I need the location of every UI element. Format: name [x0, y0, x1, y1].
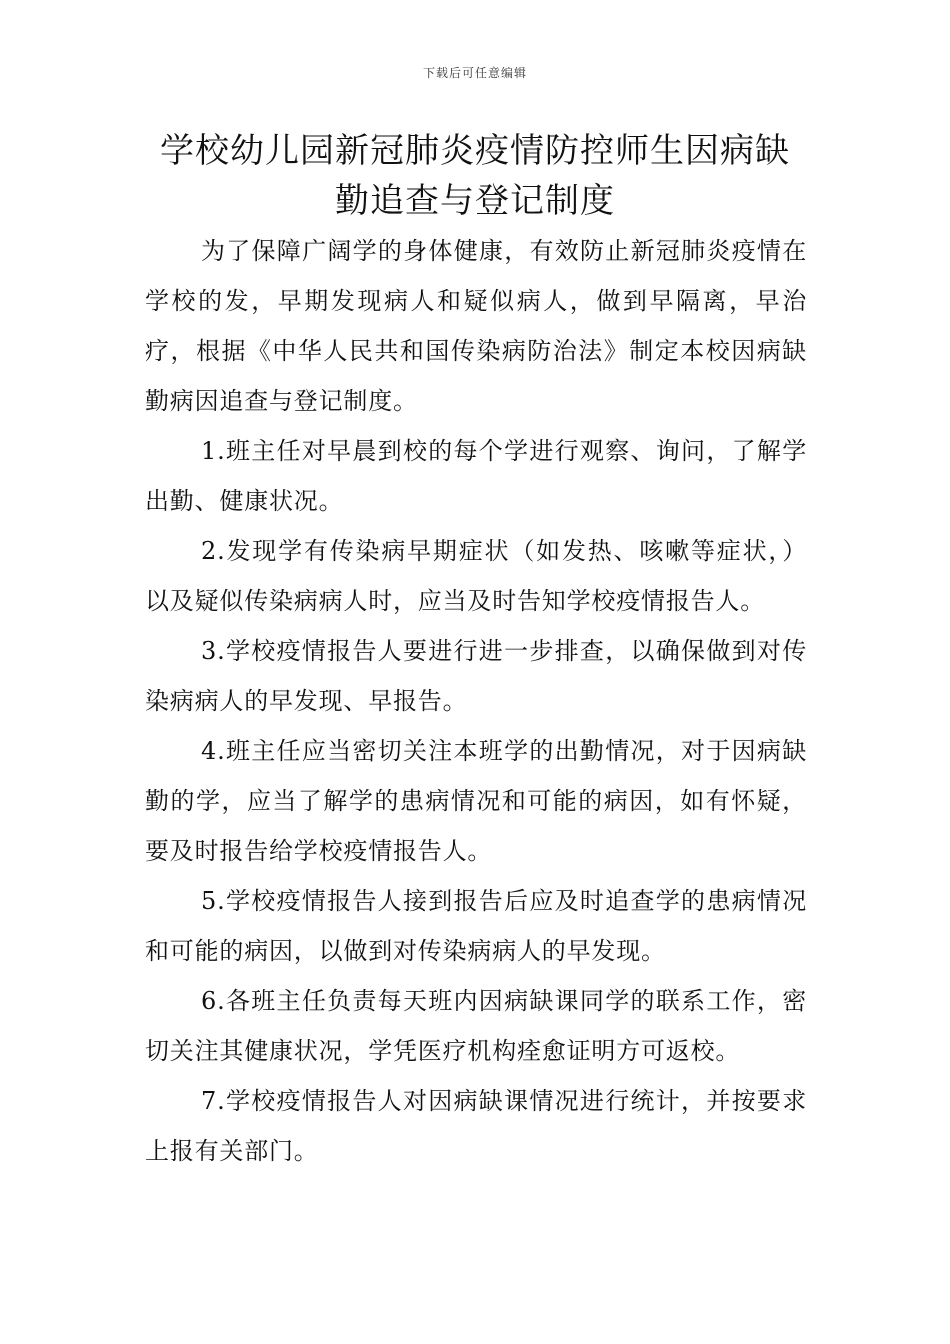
header-note: 下载后可任意编辑: [422, 66, 527, 80]
title-line-2: 勤追查与登记制度: [335, 181, 615, 221]
document-title: [140, 126, 810, 226]
rule-paragraph-4: 4.班主任应当密切关注本班学的出勤情况，对于因病缺勤的学，应当了解学的患病情况和可能的病因，如有怀疑，要及时报告给学校疫情报告人。: [145, 737, 807, 865]
rule-paragraph-5: 5.学校疫情报告人接到报告后应及时追查学的患病情况和可能的病因，以做到对传染病病人的早发现。: [145, 887, 807, 965]
rule-paragraph-7: 7.学校疫情报告人对因病缺课情况进行统计，并按要求上报有关部门。: [145, 1087, 807, 1165]
rule-paragraph-1: 1.班主任对早晨到校的每个学进行观察、询问，了解学出勤、健康状况。: [145, 437, 807, 515]
rule-paragraph-2: 2.发现学有传染病早期症状（如发热、咳嗽等症状，）以及疑似传染病病人时，应当及时告知学校疫情报告人。: [145, 537, 807, 615]
document-body: [145, 226, 807, 1176]
title-line-1: 学校幼儿园新冠肺炎疫情防控师生因病缺: [160, 131, 790, 171]
rule-paragraph-6: 6.各班主任负责每天班内因病缺课同学的联系工作，密切关注其健康状况，学凭医疗机构痊愈证明方可返校。: [145, 987, 807, 1065]
rule-paragraph-3: 3.学校疫情报告人要进行进一步排查，以确保做到对传染病病人的早发现、早报告。: [145, 637, 807, 715]
intro-paragraph: 为了保障广阔学的身体健康，有效防止新冠肺炎疫情在学校的发，早期发现病人和疑似病人，做到早隔离，早治疗，根据《中华人民共和国传染病防治法》制定本校因病缺勤病因追查与登记制度。: [145, 237, 807, 415]
